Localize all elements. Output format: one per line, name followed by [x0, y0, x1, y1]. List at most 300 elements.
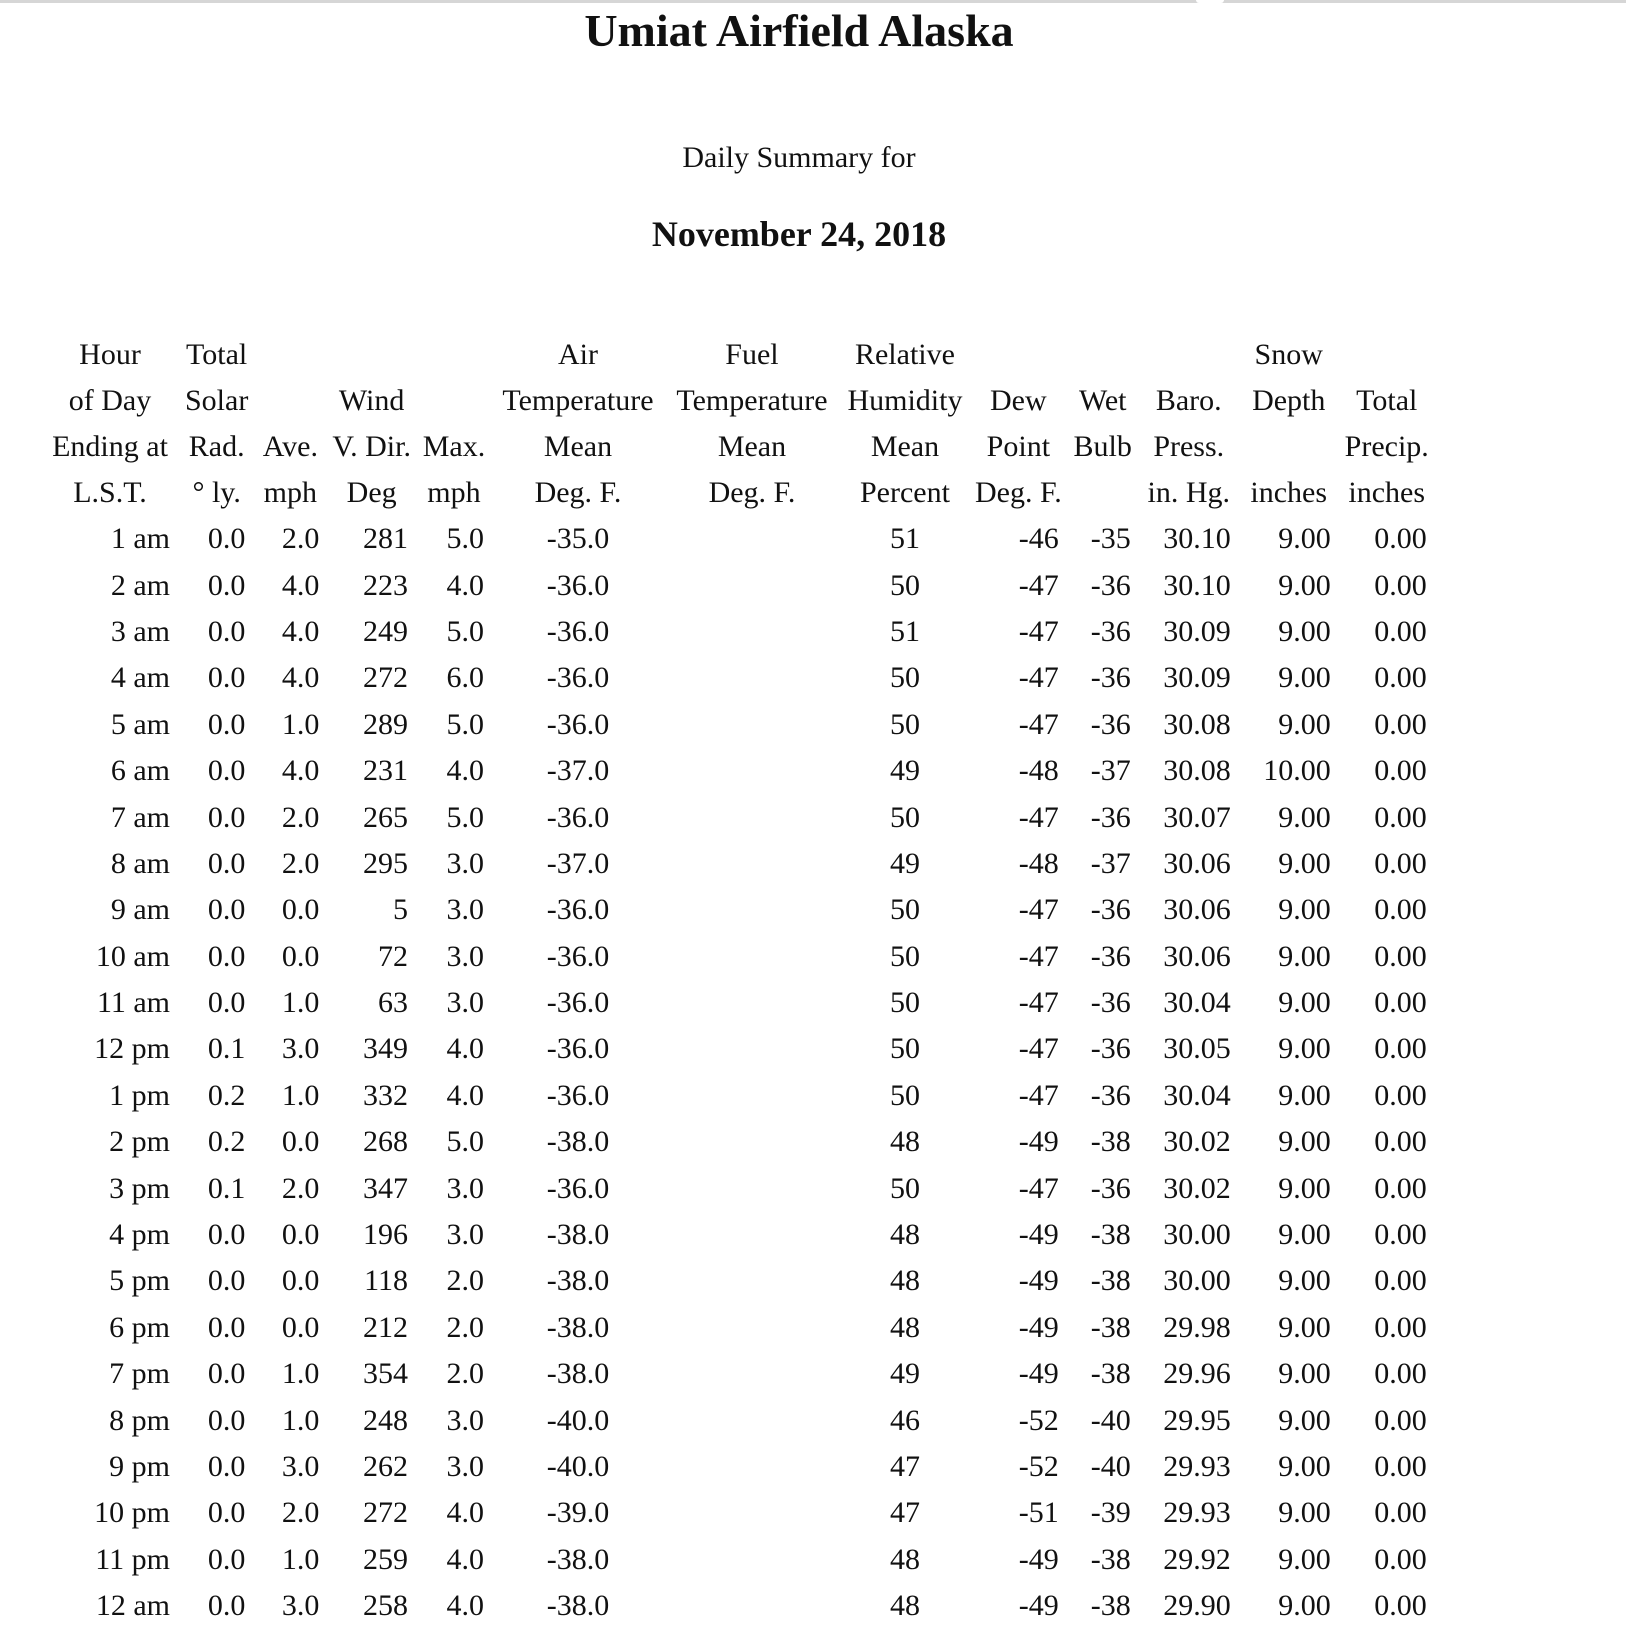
cell-total-precip: 0.00: [1374, 1310, 1427, 1344]
cell-solar-rad: 0.0: [207, 568, 246, 602]
cell-hour: 7 am: [110, 800, 170, 834]
header-total-precip: [1339, 332, 1435, 378]
cell-wind-ave: 1.0: [281, 1357, 320, 1391]
header-baro-press: [1139, 332, 1239, 378]
cell-wind-ave: 4.0: [281, 661, 320, 695]
cell-wind-dir: 63: [377, 986, 408, 1020]
cell-air-temp: -36.0: [546, 568, 610, 602]
cell-dew-point: -47: [1018, 568, 1059, 602]
table-row: [40, 748, 1435, 794]
cell-wet-bulb: -36: [1090, 986, 1131, 1020]
cell-rel-humidity: 49: [889, 846, 920, 880]
cell-snow-depth: 9.00: [1278, 1264, 1331, 1298]
summary-label: Daily Summary for: [682, 141, 916, 174]
cell-air-temp: -37.0: [546, 846, 610, 880]
summary-date: November 24, 2018: [651, 214, 947, 254]
cell-air-temp: -38.0: [546, 1589, 610, 1623]
header-fuel-temp: Deg. F.: [708, 476, 796, 509]
cell-baro-press: 30.05: [1163, 1032, 1231, 1066]
cell-dew-point: -47: [1018, 939, 1059, 973]
cell-wind-max: 4.0: [446, 1032, 484, 1066]
header-wind-dir: [327, 332, 416, 378]
cell-wind-max: 3.0: [446, 1450, 484, 1483]
cell-snow-depth: 9.00: [1278, 1310, 1331, 1344]
cell-wind-dir: 272: [362, 661, 408, 695]
cell-baro-press: 30.08: [1163, 754, 1231, 788]
cell-rel-humidity: 48: [889, 1125, 920, 1159]
cell-rel-humidity: 50: [889, 939, 920, 973]
cell-air-temp: -38.0: [546, 1542, 610, 1576]
cell-wind-max: 4.0: [446, 1078, 484, 1112]
header-wind-max: [416, 332, 492, 378]
cell-air-temp: -38.0: [546, 1310, 610, 1344]
cell-dew-point: -47: [1018, 893, 1059, 927]
header-wind-ave: [253, 378, 327, 424]
cell-dew-point: -49: [1018, 1589, 1059, 1623]
cell-total-precip: 0.00: [1374, 893, 1427, 927]
cell-hour: 4 pm: [109, 1218, 170, 1252]
cell-fuel-temp: [664, 887, 840, 933]
cell-snow-depth: 9.00: [1278, 939, 1331, 973]
cell-wet-bulb: -38: [1090, 1264, 1131, 1298]
cell-wind-ave: 1.0: [281, 1403, 320, 1437]
cell-solar-rad: 0.0: [207, 1218, 246, 1252]
cell-total-precip: 0.00: [1374, 1078, 1427, 1112]
cell-baro-press: 29.92: [1163, 1542, 1231, 1576]
cell-baro-press: 30.02: [1163, 1171, 1231, 1205]
cell-baro-press: 30.04: [1163, 986, 1231, 1020]
cell-wet-bulb: -37: [1090, 846, 1131, 880]
header-row: [40, 424, 1435, 470]
cell-solar-rad: 0.0: [207, 1542, 246, 1576]
cell-baro-press: 30.00: [1163, 1218, 1231, 1252]
cell-wind-max: 5.0: [446, 522, 484, 556]
header-rel-humidity: Humidity: [847, 384, 963, 417]
header-wind-ave: mph: [263, 476, 317, 509]
cell-total-precip: 0.00: [1374, 1357, 1427, 1391]
cell-wind-dir: 354: [362, 1357, 408, 1391]
cell-fuel-temp: [664, 748, 840, 794]
cell-solar-rad: 0.0: [207, 707, 246, 741]
cell-wind-ave: 1.0: [281, 986, 320, 1020]
cell-wind-max: 3.0: [446, 1171, 484, 1205]
cell-total-precip: 0.00: [1374, 1218, 1427, 1252]
cell-snow-depth: 9.00: [1278, 986, 1331, 1020]
header-fuel-temp: Mean: [717, 430, 787, 463]
cell-air-temp: -35.0: [546, 522, 610, 556]
cell-rel-humidity: 50: [889, 893, 920, 927]
cell-dew-point: -49: [1018, 1357, 1059, 1391]
cell-total-precip: 0.00: [1374, 1032, 1427, 1066]
cell-air-temp: -36.0: [546, 707, 610, 741]
cell-hour: 1 am: [110, 522, 170, 556]
cell-snow-depth: 9.00: [1278, 1403, 1331, 1437]
cell-hour: 1 pm: [109, 1078, 170, 1112]
cell-snow-depth: 9.00: [1278, 522, 1331, 556]
cell-wind-dir: 196: [362, 1218, 408, 1252]
cell-dew-point: -49: [1018, 1310, 1059, 1344]
header-total-precip: Total: [1356, 384, 1418, 417]
cell-wet-bulb: -38: [1090, 1542, 1131, 1576]
cell-wind-dir: 262: [362, 1450, 408, 1483]
header-hour: Hour: [79, 338, 141, 371]
cell-baro-press: 30.06: [1163, 893, 1231, 927]
header-hour: of Day: [68, 384, 152, 417]
cell-wind-max: 5.0: [446, 707, 484, 741]
header-wind-dir: Wind: [338, 384, 405, 417]
cell-baro-press: 29.98: [1163, 1310, 1231, 1344]
page-title: Umiat Airfield Alaska: [584, 5, 1014, 56]
header-baro-press: Baro.: [1155, 384, 1222, 417]
cell-wind-ave: 4.0: [281, 614, 320, 648]
cell-fuel-temp: [664, 1212, 840, 1258]
cell-dew-point: -47: [1018, 661, 1059, 695]
cell-wet-bulb: -36: [1090, 1032, 1131, 1066]
header-snow-depth: Depth: [1252, 384, 1326, 417]
cell-snow-depth: 9.00: [1278, 1078, 1331, 1112]
header-solar-rad: ° ly.: [192, 476, 241, 509]
cell-hour: 10 am: [95, 939, 170, 973]
cell-total-precip: 0.00: [1374, 1171, 1427, 1205]
cell-dew-point: -47: [1018, 1171, 1059, 1205]
header-row: [40, 378, 1435, 424]
cell-dew-point: -52: [1018, 1450, 1059, 1483]
cell-air-temp: -36.0: [546, 939, 610, 973]
cell-hour: 11 am: [96, 986, 170, 1020]
cell-solar-rad: 0.0: [207, 522, 246, 556]
cell-rel-humidity: 50: [889, 707, 920, 741]
cell-air-temp: -36.0: [546, 800, 610, 834]
cell-baro-press: 29.96: [1163, 1357, 1231, 1391]
cell-snow-depth: 9.00: [1278, 1496, 1331, 1530]
cell-wind-max: 2.0: [446, 1310, 484, 1344]
cell-air-temp: -37.0: [546, 754, 610, 788]
cell-fuel-temp: [664, 1397, 840, 1443]
table-row: [40, 934, 1435, 980]
cell-wind-max: 2.0: [446, 1357, 484, 1391]
cell-air-temp: -36.0: [546, 893, 610, 927]
table-row: [40, 1305, 1435, 1351]
cell-wet-bulb: -35: [1090, 522, 1131, 556]
header-dew-point: Point: [986, 430, 1051, 463]
cell-wind-ave: 0.0: [281, 893, 320, 927]
cell-hour: 12 am: [95, 1589, 170, 1623]
cell-wet-bulb: -36: [1090, 800, 1131, 834]
cell-wet-bulb: -36: [1090, 893, 1131, 927]
cell-solar-rad: 0.0: [207, 893, 246, 927]
header-snow-depth: Snow: [1254, 338, 1323, 371]
cell-air-temp: -39.0: [546, 1496, 610, 1530]
header-wind-ave: Ave.: [262, 430, 318, 463]
cell-dew-point: -49: [1018, 1125, 1059, 1159]
table-row: [40, 1026, 1435, 1072]
cell-hour: 2 pm: [109, 1125, 170, 1159]
cell-hour: 12 pm: [94, 1032, 170, 1066]
cell-total-precip: 0.00: [1374, 1125, 1427, 1159]
cell-wet-bulb: -36: [1090, 939, 1131, 973]
cell-wind-ave: 2.0: [281, 522, 320, 556]
cell-wind-dir: 272: [362, 1496, 408, 1530]
cell-air-temp: -36.0: [546, 661, 610, 695]
header-wet-bulb: [1067, 470, 1139, 516]
cell-dew-point: -47: [1018, 800, 1059, 834]
cell-wet-bulb: -36: [1090, 661, 1131, 695]
table-header: [40, 332, 1435, 516]
cell-air-temp: -36.0: [546, 1171, 610, 1205]
cell-wind-dir: 212: [362, 1310, 408, 1344]
header-solar-rad: Solar: [185, 384, 249, 417]
header-dew-point: Dew: [990, 384, 1047, 417]
cell-wind-ave: 3.0: [281, 1032, 320, 1066]
table-row: [40, 1537, 1435, 1583]
cell-total-precip: 0.00: [1374, 846, 1427, 880]
cell-wind-dir: 259: [362, 1542, 408, 1576]
cell-hour: 2 am: [110, 568, 170, 602]
cell-rel-humidity: 49: [889, 1357, 920, 1391]
cell-baro-press: 30.10: [1163, 522, 1231, 556]
cell-baro-press: 30.08: [1163, 707, 1231, 741]
cell-dew-point: -47: [1018, 1032, 1059, 1066]
cell-total-precip: 0.00: [1374, 986, 1427, 1020]
cell-rel-humidity: 47: [889, 1450, 920, 1483]
cell-solar-rad: 0.0: [207, 986, 246, 1020]
header-wind-dir: Deg: [346, 476, 397, 509]
table-row: [40, 887, 1435, 933]
cell-dew-point: -47: [1018, 707, 1059, 741]
cell-wind-dir: 289: [362, 707, 408, 741]
cell-total-precip: 0.00: [1374, 614, 1427, 648]
header-total-precip: inches: [1348, 476, 1426, 509]
cell-wind-max: 4.0: [446, 1589, 484, 1623]
cell-solar-rad: 0.0: [207, 1357, 246, 1391]
cell-solar-rad: 0.0: [207, 1496, 246, 1530]
cell-wind-ave: 2.0: [281, 846, 320, 880]
cell-fuel-temp: [664, 702, 840, 748]
cell-snow-depth: 9.00: [1278, 1218, 1331, 1252]
cell-fuel-temp: [664, 1490, 840, 1536]
cell-wind-max: 3.0: [446, 846, 484, 880]
cell-solar-rad: 0.1: [207, 1032, 246, 1066]
cell-baro-press: 30.07: [1163, 800, 1231, 834]
cell-rel-humidity: 50: [889, 986, 920, 1020]
cell-snow-depth: 9.00: [1278, 800, 1331, 834]
cell-wind-max: 6.0: [446, 661, 484, 695]
table-row: [40, 1258, 1435, 1304]
table-row: [40, 516, 1435, 562]
cell-wind-ave: 0.0: [281, 939, 320, 973]
cell-wind-ave: 1.0: [281, 1078, 320, 1112]
cell-wet-bulb: -36: [1090, 707, 1131, 741]
table-row: [40, 980, 1435, 1026]
header-wind-max: Max.: [422, 430, 486, 463]
cell-fuel-temp: [664, 655, 840, 701]
cell-solar-rad: 0.0: [207, 1403, 246, 1437]
cell-snow-depth: 9.00: [1278, 1357, 1331, 1391]
header-air-temp: Mean: [543, 430, 613, 463]
cell-rel-humidity: 50: [889, 1032, 920, 1066]
cell-wind-max: 3.0: [446, 939, 484, 973]
cell-air-temp: -40.0: [546, 1450, 610, 1483]
cell-hour: 10 pm: [94, 1496, 170, 1530]
header-rel-humidity: Percent: [859, 476, 950, 509]
cell-wind-dir: 231: [362, 754, 408, 788]
cell-total-precip: 0.00: [1374, 1264, 1427, 1298]
cell-wet-bulb: -36: [1090, 1171, 1131, 1205]
cell-baro-press: 29.93: [1163, 1496, 1231, 1530]
cell-hour: 11 pm: [95, 1542, 170, 1576]
cell-wind-ave: 4.0: [281, 568, 320, 602]
cell-wind-max: 3.0: [446, 986, 484, 1020]
cell-wind-dir: 249: [362, 614, 408, 648]
header-snow-depth: inches: [1250, 476, 1328, 509]
header-hour: Ending at: [52, 430, 168, 463]
table-row: [40, 1165, 1435, 1211]
cell-solar-rad: 0.1: [207, 1171, 246, 1205]
cell-fuel-temp: [664, 1119, 840, 1165]
header-air-temp: Air: [557, 338, 598, 371]
cell-wet-bulb: -37: [1090, 754, 1131, 788]
cell-dew-point: -47: [1018, 614, 1059, 648]
header-rel-humidity: Mean: [870, 430, 940, 463]
cell-wet-bulb: -36: [1090, 1078, 1131, 1112]
table-row: [40, 1351, 1435, 1397]
cell-rel-humidity: 51: [889, 614, 920, 648]
header-wind-max: [416, 378, 492, 424]
header-wet-bulb: [1067, 332, 1139, 378]
cell-wind-dir: 248: [362, 1403, 408, 1437]
cell-wet-bulb: -38: [1090, 1310, 1131, 1344]
cell-air-temp: -38.0: [546, 1264, 610, 1298]
cell-hour: 6 am: [110, 754, 170, 788]
cell-fuel-temp: [664, 841, 840, 887]
table-row: [40, 609, 1435, 655]
cell-baro-press: 30.06: [1163, 939, 1231, 973]
table-row: [40, 794, 1435, 840]
cell-fuel-temp: [664, 1073, 840, 1119]
cell-dew-point: -51: [1018, 1496, 1059, 1530]
cell-wind-ave: 3.0: [281, 1450, 320, 1483]
cell-wet-bulb: -38: [1090, 1589, 1131, 1623]
cell-wind-dir: 332: [362, 1078, 408, 1112]
cell-total-precip: 0.00: [1374, 939, 1427, 973]
cell-total-precip: 0.00: [1374, 568, 1427, 602]
cell-snow-depth: 9.00: [1278, 1450, 1331, 1483]
cell-snow-depth: 9.00: [1278, 661, 1331, 695]
cell-wind-ave: 2.0: [281, 1171, 320, 1205]
cell-rel-humidity: 46: [889, 1403, 920, 1437]
cell-fuel-temp: [664, 516, 840, 562]
cell-hour: 4 am: [110, 661, 170, 695]
cell-wind-max: 4.0: [446, 754, 484, 788]
header-row: [40, 470, 1435, 516]
table-row: [40, 1397, 1435, 1443]
daily-summary-table: [40, 332, 1435, 1629]
cell-wind-max: 4.0: [446, 1496, 484, 1530]
cell-baro-press: 30.02: [1163, 1125, 1231, 1159]
header-solar-rad: Total: [186, 338, 248, 371]
cell-wind-dir: 268: [362, 1125, 408, 1159]
cell-wet-bulb: -40: [1090, 1403, 1131, 1437]
cell-wind-max: 4.0: [446, 568, 484, 602]
cell-dew-point: -47: [1018, 986, 1059, 1020]
cell-snow-depth: 9.00: [1278, 707, 1331, 741]
header-snow-depth: [1239, 424, 1339, 470]
cell-dew-point: -46: [1018, 522, 1059, 556]
cell-fuel-temp: [664, 609, 840, 655]
cell-solar-rad: 0.0: [207, 939, 246, 973]
header-rel-humidity: Relative: [854, 338, 955, 371]
table-body: [40, 516, 1435, 1629]
cell-rel-humidity: 50: [889, 1078, 920, 1112]
cell-wind-ave: 0.0: [281, 1218, 320, 1252]
header-solar-rad: Rad.: [188, 430, 245, 463]
cell-rel-humidity: 50: [889, 568, 920, 602]
header-fuel-temp: Fuel: [725, 338, 779, 371]
cell-wind-ave: 2.0: [281, 1496, 320, 1530]
table-row: [40, 1119, 1435, 1165]
cell-dew-point: -52: [1018, 1403, 1059, 1437]
cell-wet-bulb: -38: [1090, 1357, 1131, 1391]
cell-fuel-temp: [664, 980, 840, 1026]
cell-dew-point: -49: [1018, 1218, 1059, 1252]
cell-dew-point: -49: [1018, 1264, 1059, 1298]
cell-hour: 7 pm: [109, 1357, 170, 1391]
cell-hour: 9 pm: [109, 1450, 170, 1483]
cell-fuel-temp: [664, 1537, 840, 1583]
cell-air-temp: -36.0: [546, 614, 610, 648]
table-row: [40, 1073, 1435, 1119]
cell-wind-ave: 0.0: [281, 1310, 320, 1344]
cell-baro-press: 29.90: [1163, 1589, 1231, 1623]
cell-wind-max: 5.0: [446, 800, 484, 834]
cell-snow-depth: 9.00: [1278, 568, 1331, 602]
cell-solar-rad: 0.0: [207, 1310, 246, 1344]
cell-total-precip: 0.00: [1374, 1403, 1427, 1437]
cell-snow-depth: 9.00: [1278, 1589, 1331, 1623]
table-row: [40, 1490, 1435, 1536]
cell-wind-dir: 72: [377, 939, 408, 973]
cell-rel-humidity: 51: [889, 522, 920, 556]
cell-wind-max: 3.0: [446, 1403, 484, 1437]
cell-wind-dir: 118: [364, 1264, 408, 1298]
cell-dew-point: -47: [1018, 1078, 1059, 1112]
cell-fuel-temp: [664, 1258, 840, 1304]
cell-wind-ave: 1.0: [281, 707, 320, 741]
cell-solar-rad: 0.0: [207, 846, 246, 880]
cell-snow-depth: 9.00: [1278, 893, 1331, 927]
cell-solar-rad: 0.0: [207, 1450, 246, 1483]
cell-wind-dir: 347: [362, 1171, 408, 1205]
cell-snow-depth: 10.00: [1263, 754, 1331, 788]
cell-baro-press: 29.95: [1163, 1403, 1231, 1437]
cell-hour: 8 pm: [109, 1403, 170, 1437]
cell-total-precip: 0.00: [1374, 754, 1427, 788]
cell-air-temp: -36.0: [546, 1032, 610, 1066]
cell-snow-depth: 9.00: [1278, 1125, 1331, 1159]
cell-rel-humidity: 50: [889, 1171, 920, 1205]
cell-wind-ave: 4.0: [281, 754, 320, 788]
cell-wind-dir: 265: [362, 800, 408, 834]
header-air-temp: Temperature: [502, 384, 654, 417]
table-row: [40, 702, 1435, 748]
cell-wind-ave: 0.0: [281, 1125, 320, 1159]
header-total-precip: Precip.: [1344, 430, 1429, 463]
header-air-temp: Deg. F.: [534, 476, 622, 509]
cell-wind-ave: 1.0: [281, 1542, 320, 1576]
header-wind-max: mph: [427, 476, 481, 509]
cell-wet-bulb: -38: [1090, 1218, 1131, 1252]
tab-separator: [1196, 0, 1224, 3]
